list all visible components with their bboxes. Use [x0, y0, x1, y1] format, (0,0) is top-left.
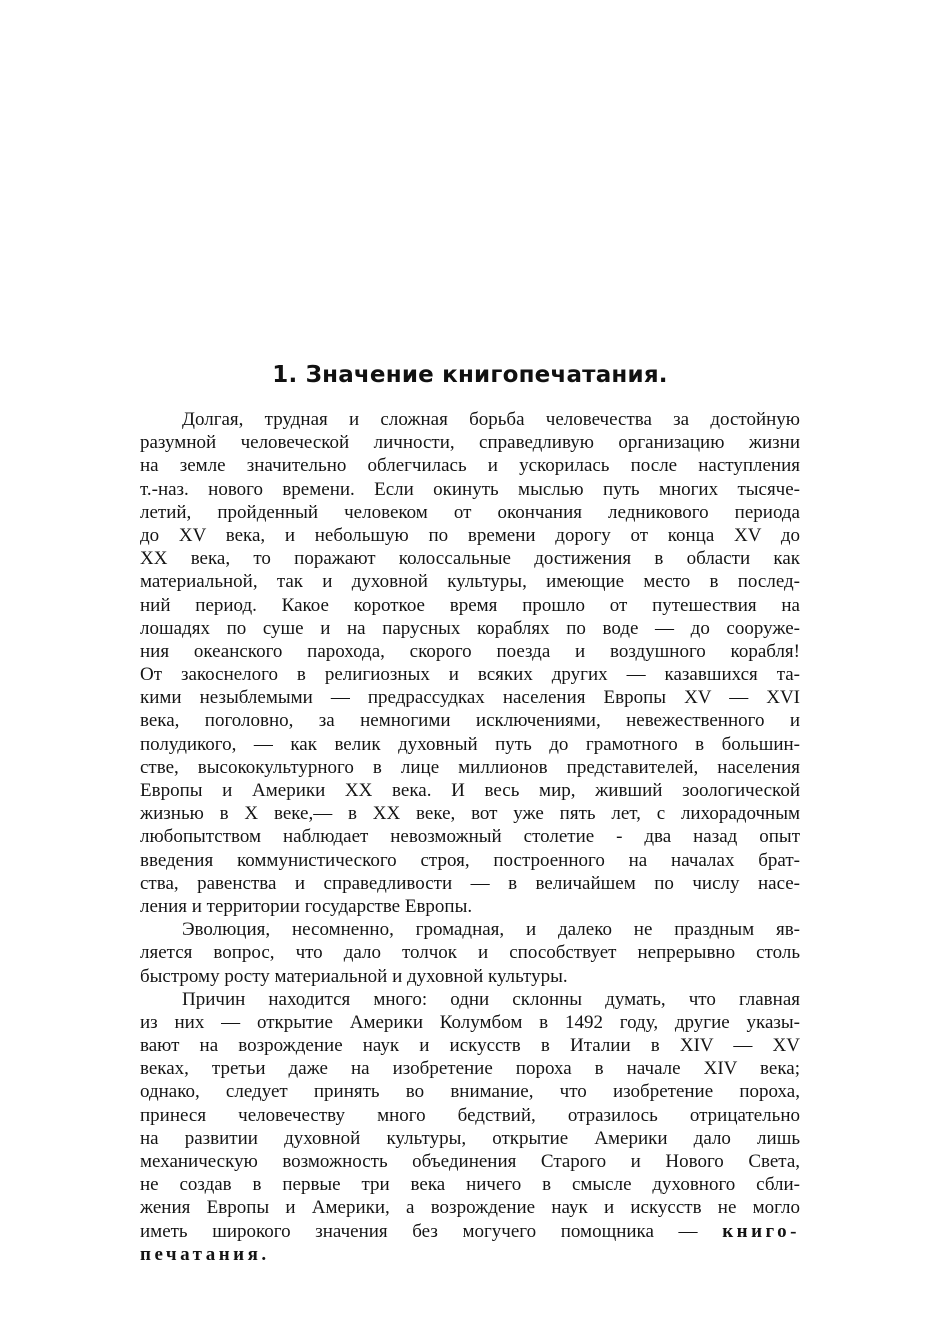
- text-line: ства, равенства и справедливости — в величайшем по числу насе-: [140, 872, 800, 894]
- text-fragment: иметь широкого значения без могучего помощника —: [140, 1220, 698, 1242]
- text-line: ляется вопрос, что дало толчок и способствует непрерывно столь: [140, 942, 800, 964]
- text-line-with-spaced-word: [140, 1220, 800, 1243]
- text-line: веках, третьи даже на изобретение пороха в начале XIV века;: [140, 1058, 800, 1080]
- text-line: на развитии духовной культуры, открытие Америки дало лишь: [140, 1127, 800, 1149]
- spaced-word: книго-: [722, 1220, 801, 1242]
- text-line: Эволюция, несомненно, громадная, и далеко не праздным яв-: [182, 919, 800, 941]
- text-line: полудикого, — как велик духовный путь до грамотного в большин-: [140, 733, 800, 755]
- text-line: XX века, то поражают колоссальные достижения в области как: [140, 548, 800, 570]
- text-line: разумной человеческой личности, справедливую организацию жизни: [140, 432, 800, 454]
- text-line: кими незыблемыми — предрассудках населения Европы XV — XVI: [140, 687, 800, 709]
- text-line: ний период. Какое короткое время прошло от путешествия на: [140, 594, 800, 616]
- text-line: жения Европы и Америки, а возрождение наук и искусств не могло: [140, 1197, 800, 1219]
- chapter-body: [140, 408, 800, 1266]
- text-line: века, поголовно, за немногими исключениями, невежественного и: [140, 710, 800, 732]
- paragraph-3: [140, 988, 800, 1266]
- text-line: быстрому росту материальной и духовной культуры.: [140, 965, 568, 987]
- text-line: Долгая, трудная и сложная борьба человечества за достойную: [182, 409, 800, 430]
- text-line: Европы и Америки XX века. И весь мир, живший зоологической: [140, 780, 800, 801]
- text-line: От закоснелого в религиозных и всяких других — казавшихся та-: [140, 664, 800, 686]
- text-line: до XV века, и небольшую по времени дорогу от конца XV до: [140, 524, 800, 546]
- text-line: стве, высококультурного в лице миллионов представителей, населения: [140, 756, 800, 778]
- paragraph-2: [140, 918, 800, 988]
- text-line: принеся человечеству много бедствий, отразилось отрицательно: [140, 1104, 800, 1126]
- text-line: материальной, так и духовной культуры, имеющие место в послед-: [140, 571, 800, 593]
- spaced-word: печатания.: [140, 1243, 270, 1265]
- text-line: однако, следует принять во внимание, что изобретение пороха,: [140, 1081, 800, 1103]
- text-line: летий, пройденный человеком от окончания ледникового периода: [140, 501, 800, 523]
- text-line: не создав в первые три века ничего в смысле духовного сбли-: [140, 1174, 800, 1196]
- text-line: [140, 1243, 800, 1266]
- text-line: механическую возможность объединения Старого и Нового Света,: [140, 1151, 800, 1172]
- text-line: ния океанского парохода, скорого поезда и воздушного корабля!: [140, 640, 800, 662]
- text-line: Причин находится много: одни склонны думать, что главная: [182, 988, 800, 1010]
- text-line: лошадях по суше и на парусных кораблях по воде — до сооруже-: [140, 617, 800, 639]
- text-line: из них — открытие Америки Колумбом в 1492 году, другие указы-: [140, 1011, 800, 1033]
- text-line: т.-наз. нового времени. Если окинуть мыслью путь многих тысяче-: [140, 478, 800, 500]
- chapter-title: 1. Значение книгопечатания.: [272, 362, 668, 388]
- text-line: ления и территории государстве Европы.: [140, 895, 473, 917]
- text-line: жизнью в X веке,— в XX веке, вот уже пять лет, с лихорадочным: [140, 803, 800, 825]
- text-line: любопытством наблюдает невозможный столетие - два назад опыт: [140, 826, 800, 848]
- text-line: на земле значительно облегчилась и ускорилась после наступления: [140, 455, 800, 477]
- paragraph-1: [140, 408, 800, 918]
- text-line: введения коммунистического строя, построенного на началах брат-: [140, 849, 800, 871]
- text-line: вают на возрождение наук и искусств в Италии в XIV — XV: [140, 1035, 800, 1057]
